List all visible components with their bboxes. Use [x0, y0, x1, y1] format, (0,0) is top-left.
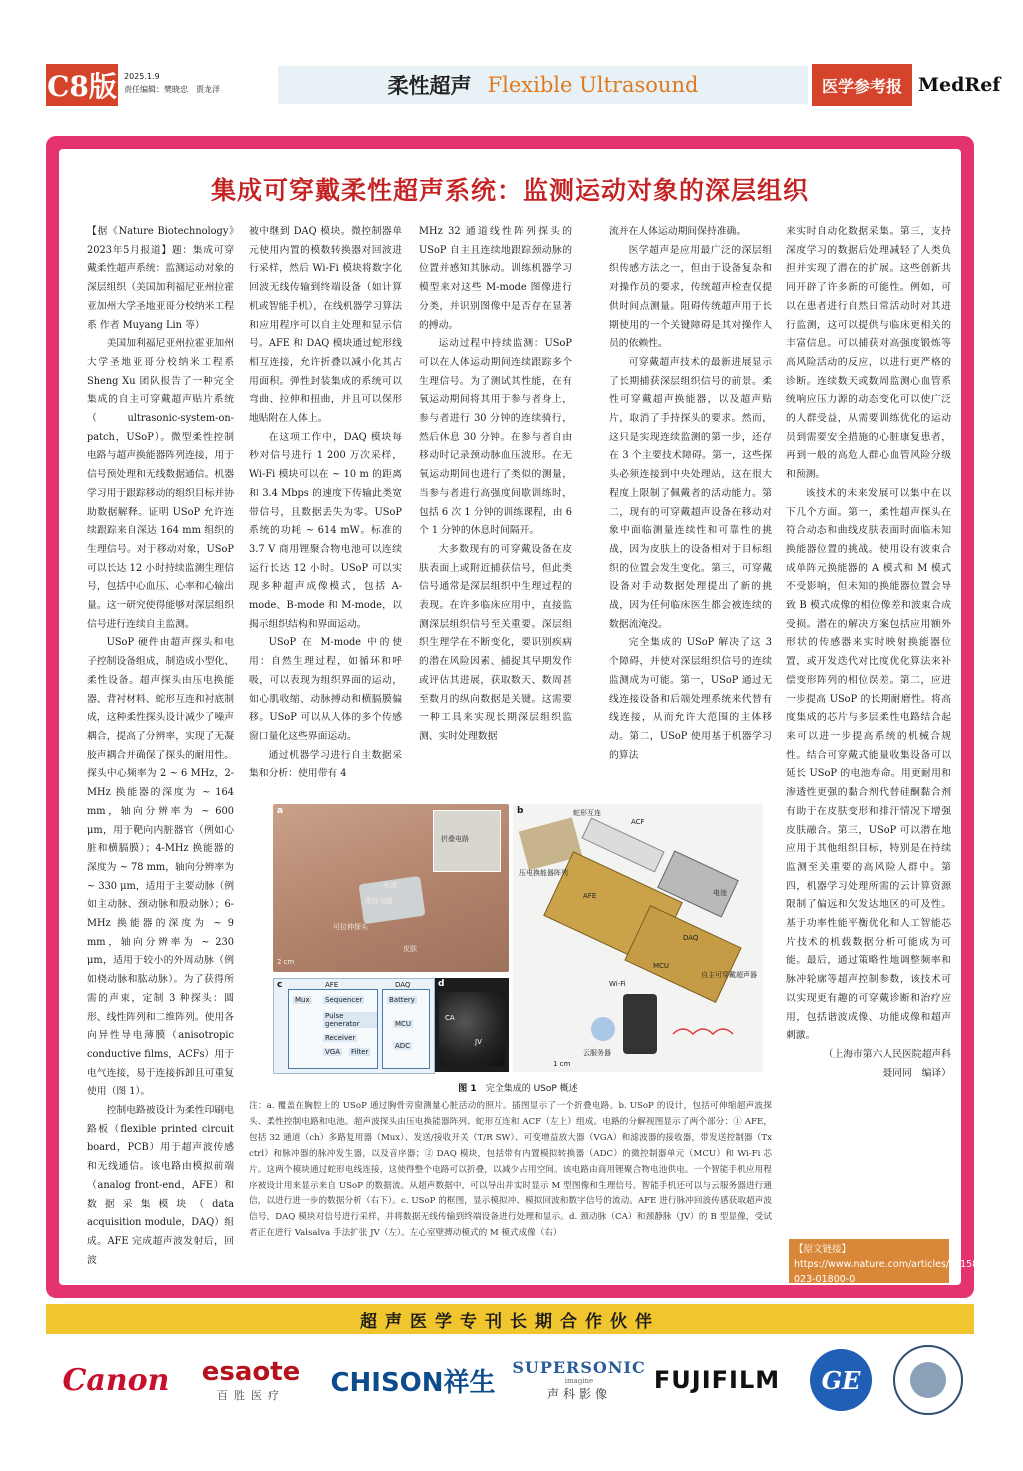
cloud-label: 云服务器	[583, 1049, 611, 1057]
paragraph: 医学超声是应用最广泛的深层组织传感方法之一，但由于设备复杂和对操作员的要求，传统超声检查仅提供时间点测量。阻碍传统超声用于长期使用的一个关键障碍是其对操作人员的依赖性。	[609, 244, 772, 350]
paragraph: 控制电路被设计为柔性印刷电路板（flexible printed circuit board，PCB）用于超声波传感和无线通信。该电路由模拟前端（analog front-end，AFE）和数据采集模块（data acquisition module，DAQ）组成。AFE 完成超声波发射后，回波	[87, 1105, 234, 1266]
column-1	[87, 223, 234, 1269]
afe-title: AFE	[325, 981, 339, 989]
paragraph: 该技术的未来发展可以集中在以下几个方面。第一，柔性超声探头在符合动态和曲线皮肤表面时面临未知换能器位置的挑战。使用设有波束合成单阵元换能器的 A 模式和 M 模式不受影响，但未知的换能器位置会导致 B 模式成像的相位像差和波束合成受损。潜在的解决方案包括应用额外形状的传感器来实时映射换能器位置，或开发迭代对比度优化算法来补偿变形阵列的相位误差。第二，应进一步提高 USoP 的长期耐磨性。将高度集成的芯片与多层柔性电路结合起来可以进一步提高系统的机械合规性。结合可穿戴式能量收集设备可以延长 USoP 的电池寿命。用更耐用和渗透性更强的黏合剂代替硅酮黏合剂有助于在皮肤变形和排汗情况下增强皮肤融合。第三，USoP 可以潜在地应用于其他组织目标，特别是在持续监测至关重要的高风险人群中。第四，机器学习处理所需的云计算资源限制了偏远和欠发达地区的可及性。基于功率性能平衡优化和人工智能芯片技术的机载数据分析可能成为可能。最后，通过策略性地调整频率和脉冲轮廓等超声控制参数，该技术可以实现更有趣的可穿戴诊断和治疗应用，包括谐波成像、功能成像和超声刺激。	[786, 487, 951, 1042]
section-title-cn: 柔性超声	[387, 73, 472, 98]
paragraph: 【据《Nature Biotechnology》2023年5月报道】题：集成可穿戴柔性超声系统：监测运动对象的深层组织（美国加利福尼亚州拉霍亚加州大学圣地亚哥分校纳米工程系 作者 Muyang Lin 等）	[87, 226, 234, 331]
battery-label: 电池	[383, 881, 397, 889]
paragraph: 来实时自动化数据采集。第三，支持深度学习的数据后处理减轻了人类负担并实现了潜在的扩展。这些创新共同开辟了许多新的可能性。例如，可以在患者进行自然日常活动时对其进行监测，这可以提供与临床更相关的丰富信息。可以捕获对高强度锻炼等高风险活动的反应，以进行更严格的诊断。连续数天或数周监测心血管系统响应压力源的动态变化可以使广泛的人群受益，从需要训练优化的运动员到需要安全措施的心脏康复患者，再到一般的高危人群心血管风险分级和预测。	[786, 226, 951, 481]
battery-block: Battery	[389, 996, 415, 1004]
section-banner	[278, 66, 808, 104]
adc-block: ADC	[395, 1042, 411, 1050]
mcu-label: MCU	[653, 962, 670, 970]
article-title: 集成可穿戴柔性超声系统：监测运动对象的深层组织	[210, 176, 809, 205]
wifi-label: Wi-Fi	[609, 980, 626, 988]
acf-label: ACF	[631, 818, 645, 826]
editors: 责任编辑：樊晓忠 贾龙洋	[124, 85, 220, 94]
paragraph: MHz 32 通道线性阵列探头的 USoP 自主且连续地跟踪颈动脉的位置并感知其脉动。训练机器学习模型来对这些 M-mode 图像进行分类，并识别图像中是否存在显著的搏动。	[419, 226, 572, 331]
brand-name-cn: 医学参考报	[812, 64, 912, 106]
issue-date: 2025.1.9	[124, 72, 160, 81]
figure-panel-d-ultrasound	[435, 978, 509, 1072]
paragraph: USoP 在 M-mode 中的使用：自然生理过程，如循环和呼吸，可以表现为组织界面的运动，如心肌收缩、动脉搏动和横膈膜偏移。USoP 可以从人体的多个传感窗口量化这些界面运动。	[249, 637, 402, 742]
supersonic-sub: imagine	[564, 1377, 594, 1385]
issue-meta	[124, 70, 220, 96]
paragraph: 被中继到 DAQ 模块。微控制器单元使用内置的模数转换器对回波进行采样，然后 Wi-Fi 模块将数字化回波无线传输到终端设备（如计算机或智能手机），在线机器学习算法和应用程序可以自主处理和显示信号。AFE 和 DAQ 模块通过蛇形线相互连接，允许折叠以减小化其占用面积。弹性封装集成的系统可以弯曲、拉伸和扭曲，并且可以保形地贴附在人体上。	[249, 226, 402, 425]
column-2	[249, 223, 402, 800]
b-mode-image	[439, 992, 505, 1066]
filter-block: Filter	[351, 1048, 369, 1056]
paragraph: USoP 硬件由超声探头和电子控制设备组成，制造成小型化、柔性设备。超声探头由压电换能器、背衬材料、蛇形互连和衬底制成，这种柔性探头设计减少了噪声耦合，提高了分辨率，实现了无凝胶声耦合并确保了探头的耐用性。探头中心频率为 2 ~ 6 MHz，2-MHz 换能器的深度为 ~ 164 mm，轴向分辨率为 ~ 600 μm，用于靶向内脏器官（例如心脏和横膈膜）；4-MHz 换能器的深度为 ~ 78 mm，轴向分辨率为 ~ 330 μm，适用于主要动脉（例如主动脉、颈动脉和股动脉）；6-MHz 换能器的深度为 ~ 9 mm，轴向分辨率为 ~ 230 μm，适用于较小的外周动脉（例如桡动脉和肱动脉）。为了获得所需的声束，定制 3 种探头：圆形、线性阵列和二维阵列。使用各向异性导电薄膜（anisotropic conductive films，ACFs）用于电气连接，易于连接拆卸且可重复使用（图 1）。	[87, 637, 234, 1098]
column-5	[786, 223, 961, 1207]
panel-label: a	[277, 806, 284, 816]
translator-credit: （上海市第六人民医院超声科 聂同同 编译）	[823, 1048, 961, 1079]
panel-label: b	[517, 806, 524, 816]
esaote-logo	[196, 1334, 306, 1426]
paragraph: 美国加利福尼亚州拉霍亚加州大学圣地亚哥分校纳米工程系 Sheng Xu 团队报告了一种完全集成的自主可穿戴超声贴片系统（ultrasonic-system-on-patch，USoP）。微型柔性控制电路与超声换能器阵列连接，用于信号预处理和无线数据通信。机器学习用于跟踪移动的组织目标并协助数据解释。证明 USoP 允许连续跟踪来自深达 164 mm 组织的生理信号。对于移动对象，USoP 可以长达 12 小时持续监测生理信号，包括中心血压、心率和心输出量。这一研究使得能够对深层组织信号进行连续自主监测。	[87, 338, 234, 630]
society-seal-icon	[888, 1334, 968, 1426]
afe-block	[288, 981, 378, 1069]
paragraph: 完全集成的 USoP 解决了这 3 个障碍，并使对深层组织信号的连续监测成为可能。第一，USoP 通过无线连接设备和后端处理系统来代替有线连接，从而允许大范围的主体移动。第二，USoP 使用基于机器学习的算法	[609, 637, 772, 761]
mux-block: Mux	[295, 996, 310, 1004]
afe-label: AFE	[583, 892, 597, 900]
scale-label: 2 cm	[277, 958, 295, 966]
figure-panel-c-block-diagram	[273, 978, 435, 1074]
article-frame	[46, 136, 988, 1298]
skin-label: 皮肤	[403, 945, 417, 953]
figure-caption	[273, 1081, 763, 1094]
seal-center	[910, 1362, 946, 1398]
figure-note: 注：a. 覆盖在胸腔上的 USoP 通过胸骨旁窗测量心脏活动的照片。插图显示了一个折叠电路。b. USoP 的设计，包括可伸缩超声波探头、柔性控制电路和电池。超声波探头由压电换能器阵列、蛇形互连和 ACF（左上）组成。电路的分解视图显示了两个部分：① AFE，包括 32 通道（ch）多路复用器（Mux）、发送/接收开关（T/R SW）、可变增益放大器（VGA）和滤波器的接收器，带发送控制器（Tx ctrl）和脉冲器的脉冲发生器，以及音序器；② DAQ 模块，包括带有内置模拟转换器（ADC）的微控制器单元（MCU）和 Wi-Fi 芯片。这两个模块通过蛇形电线连接，这使得整个电路可以折叠，以减少占用空间。该电路由商用锂聚合物电池供电。一个智能手机应用程序被设计用来显示来自 USoP 的数据流。从超声数据中，可以导出并实时显示 M 型图像和生理信号。智能手机还可以与云服务器进行通信，以进行进一步的数据分析（右下）。c. USoP 的框图，显示模拟冲、模拟回波和数字信号的流动。AFE 进行脉冲回波传感获取超声波信号，DAQ 模块对信号进行采样，并将数据无线传输到终端设备进行处理和显示。d. 颈动脉（CA）和颈静脉（JV）的 B 型显像，受试者正在进行 Valsalva 手法扩张 JV（左）。左心室壁搏动模式的 M 模式成像（右）	[249, 1101, 772, 1239]
panel-label: c	[277, 980, 283, 990]
partner-logos	[46, 1334, 974, 1426]
supersonic-name-cn: 声科影像	[546, 1387, 611, 1401]
esaote-name: esaote	[201, 1357, 301, 1387]
canon-logo: Canon	[62, 1362, 170, 1398]
daq-label: DAQ	[683, 934, 699, 942]
paragraph: 流并在人体运动期间保持准确。	[609, 226, 747, 237]
ge-logo	[806, 1334, 876, 1426]
paragraph: 运动过程中持续监测：USoP 可以在人体运动期间连续跟踪多个生理信号。为了测试其性能，在有氧运动期间将其用于参与者身上，参与者进行 30 分钟的连续骑行，然后休息 30 分钟。在参与者自由移动时记录颈动脉血压波形。在无氧运动期间也进行了类似的测量，当参与者进行高强度间歇训练时，包括 6 次 1 分钟的训练课程，由 6 个 1 分钟的休息时间隔开。	[419, 338, 572, 537]
circuit-label: 柔性电路	[365, 897, 393, 905]
partners-banner: 超声医学专刊长期合作伙伴	[46, 1304, 974, 1334]
paragraph: 可穿戴超声技术的最新进展显示了长期捕获深层组织信号的前景。柔性可穿戴超声换能器，以及超声贴片，取消了手持探头的要求。然而，这只是实现连续监测的第一步，还存在 3 个主要技术障碍。第一，这些探头必须连接到中央处理站，这在很大程度上限制了佩戴者的活动能力。第二，现有的可穿戴超声设备在移动对象中面临测量连续性和可靠性的挑战，因为皮肤上的设备相对于目标组织的位置会发生变化。第三，可穿戴设备对手动数据处理提出了新的挑战，因为任何临床医生都会被连续的数据流淹没。	[609, 356, 772, 630]
figure-1	[273, 804, 763, 1072]
app-label: 自主可穿戴超声器	[701, 971, 757, 979]
figure-panel-b-design	[513, 804, 763, 1072]
esaote-name-cn: 百胜医疗	[217, 1389, 285, 1402]
seal-ring	[893, 1345, 963, 1415]
figure-panel-a-photo	[273, 804, 509, 972]
page-header	[46, 64, 1001, 106]
daq-title: DAQ	[395, 981, 411, 989]
paragraph: 大多数现有的可穿戴设备在皮肤表面上或附近捕获信号，但此类信号通常是深层组织中生理过程的表现。在许多临床应用中，直接监测深层组织信号至关重要。深层组织生理学在不断变化，要识别疾病的潜在风险因素、捕捉其早期发作或评估其进展，获取数天、数周甚至数月的纵向数据是关键。这需要一种工具来实现长期深层组织监测、实时处理数据	[419, 543, 572, 742]
ge-monogram: GE	[810, 1349, 872, 1411]
panel-label: d	[438, 979, 445, 989]
daq-block	[382, 981, 430, 1069]
fold-label: 折叠电路	[441, 835, 469, 843]
array-label: 压电换能器阵列	[519, 869, 568, 877]
sequencer-block: Sequencer	[325, 996, 363, 1004]
vga-block: VGA	[325, 1048, 341, 1056]
column-4	[609, 223, 772, 800]
column-3	[419, 223, 572, 800]
section-title-en: Flexible Ultrasound	[487, 73, 699, 97]
mcu-block: MCU	[395, 1020, 412, 1028]
ca-label: CA	[445, 1014, 455, 1022]
edition-badge: C8版	[46, 64, 118, 106]
source-link[interactable]: 【原文链接】https://www.nature.com/articles/s41587-023-01800-0	[789, 1239, 949, 1283]
jv-label: JV	[475, 1038, 482, 1046]
supersonic-logo	[512, 1334, 646, 1426]
paragraph: 在这项工作中，DAQ 模块每秒对信号进行 1 200 万次采样，Wi-Fi 模块可以在 ~ 10 m 的距离和 3.4 Mbps 的速度下传输此类宽带信号，且数据丢失为零。USoP 系统的功耗 ~ 614 mW。标准的 3.7 V 商用锂聚合物电池可以连续运行长达 12 小时。USoP 可以实现多种超声成像模式，包括 A-mode、B-mode 和 M-mode，以揭示组织结构和界面运动。	[249, 431, 402, 630]
scale-label: 1 cm	[553, 1060, 571, 1068]
supersonic-name: SUPERSONIC	[512, 1358, 646, 1377]
fujifilm-logo: FUJIFILM	[653, 1366, 781, 1394]
chison-logo: CHISON祥生	[330, 1367, 496, 1398]
figure-caption-text: 完全集成的 USoP 概述	[485, 1084, 578, 1094]
probe-label: 可拉伸探头	[333, 923, 368, 931]
exploded-view-drawing	[513, 804, 763, 1072]
article-body	[59, 149, 988, 1285]
receiver-block: Receiver	[325, 1034, 356, 1042]
paragraph: 通过机器学习进行自主数据采集和分析：使用带有 4	[249, 749, 402, 780]
battery-label: 电池	[713, 889, 727, 897]
brand-name-en: MedRef	[918, 74, 1001, 96]
serpentine-label: 蛇形互连	[573, 809, 601, 817]
figure-number: 图 1	[458, 1084, 477, 1094]
pulse-block: Pulse generator	[323, 1012, 377, 1028]
